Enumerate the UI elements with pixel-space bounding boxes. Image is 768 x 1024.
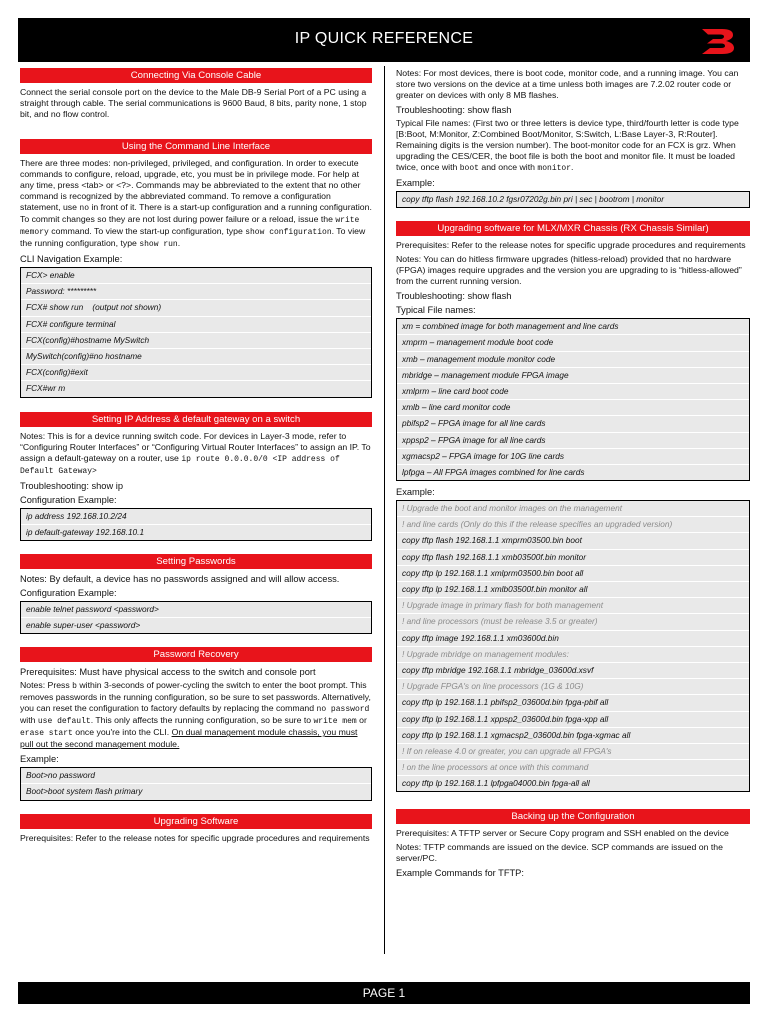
- file-name-line: xm = combined image for both management and line cards: [397, 319, 749, 335]
- backup-notes: Notes: TFTP commands are issued on the device. SCP commands are issued on the server/PC.: [396, 842, 723, 864]
- section-heading-ip: Setting IP Address & default gateway on a switch: [20, 412, 372, 427]
- comment-line: ! Upgrade the boot and monitor images on the management: [397, 501, 749, 517]
- file-name-line: xppsp2 – FPGA image for all line cards: [397, 433, 749, 449]
- passwords-config-label: Configuration Example:: [20, 587, 117, 598]
- code-line: copy tftp flash 192.168.10.2 fgsr07202g.bin pri | sec | bootrom | monitor: [402, 194, 664, 204]
- ip-notes: Notes: This is for a device running switch code. For devices in Layer-3 mode, refer to “Configuring Router Interfaces” or “Configuring Virtual Router Interfaces” to assign an IP. To assign a default-gateway on a router, use ip route 0.0.0.0/0 <IP address of Default Gateway>: [20, 430, 371, 476]
- mlx-files-label: Typical File names:: [396, 305, 476, 316]
- ip-troubleshooting: Troubleshooting: show ip: [20, 480, 124, 491]
- code-line: enable super-user <password>: [26, 620, 141, 631]
- section-heading-mlx: Upgrading software for MLX/MXR Chassis (RX Chassis Similar): [396, 221, 750, 236]
- section-heading-upgrade: Upgrading Software: [20, 814, 372, 829]
- passwords-notes: Notes: By default, a device has no passwords assigned and will allow access.: [20, 573, 340, 584]
- code-line: copy tftp lp 192.168.1.1 pbifsp2_03600d.bin fpga-pbif all: [397, 695, 749, 711]
- code-line: copy tftp mbridge 192.168.1.1 mbridge_03600d.xsvf: [397, 663, 749, 679]
- comment-line: ! Upgrade FPGA's on line processors (1G & 10G): [397, 679, 749, 695]
- backup-prereq: Prerequisites: A TFTP server or Secure Copy program and SSH enabled on the device: [396, 828, 729, 839]
- section-heading-passwords: Setting Passwords: [20, 554, 372, 569]
- section-heading-recovery: Password Recovery: [20, 647, 372, 662]
- header-bar: [18, 18, 750, 62]
- passwords-config-box: [20, 601, 372, 634]
- code-line: FCX> enable: [21, 268, 371, 284]
- ip-config-label: Configuration Example:: [20, 494, 117, 505]
- code-line: MySwitch(config)#no hostname: [21, 349, 371, 365]
- code-line: copy tftp flash 192.168.1.1 xmb03500f.bin monitor: [397, 550, 749, 566]
- right-column: [396, 68, 750, 881]
- code-line: Boot>no password: [21, 768, 371, 784]
- upgrade-example-label: Example:: [396, 178, 435, 188]
- mlx-prereq: Prerequisites: Refer to the release notes for specific upgrade procedures and requirements: [396, 240, 746, 251]
- file-name-line: xmb – management module monitor code: [397, 352, 749, 368]
- page-title: IP QUICK REFERENCE: [294, 30, 474, 47]
- file-name-line: xmprm – management module boot code: [397, 335, 749, 351]
- code-line: copy tftp image 192.168.1.1 xm03600d.bin: [397, 631, 749, 647]
- comment-line: ! Upgrade mbridge on management modules:: [397, 647, 749, 663]
- mlx-files-box: [396, 318, 750, 481]
- mlx-troubleshooting: Troubleshooting: show flash: [396, 291, 512, 302]
- ip-config-box: [20, 508, 372, 541]
- code-line: FCX(config)#hostname MySwitch: [21, 333, 371, 349]
- brocade-logo-icon: [700, 26, 736, 56]
- code-line: Boot>boot system flash primary: [26, 786, 143, 797]
- code-line: ip address 192.168.10.2/24: [21, 509, 371, 525]
- code-line: FCX(config)#exit: [21, 365, 371, 381]
- upgrade-file-names: Typical File names: (First two or three letters is device type, third/fourth letter is code type [B:Boot, M:Monitor, Z:Combined Boot/Monitor, S:Switch, L:Base Layer-3, R:Router]. Remaining digits is the version number). The boot-monitor code for an FCX is grz. When upgrading the CES/CER, the boot file is both the boot and monitor file. It must be loaded twice, once with boot and once with monitor.: [396, 118, 739, 173]
- code-line: copy tftp lp 192.168.1.1 xppsp2_03600d.bin fpga-xpp all: [397, 712, 749, 728]
- section-heading-cli: Using the Command Line Interface: [20, 139, 372, 154]
- recovery-notes: Notes: Press b within 3-seconds of power-cycling the switch to enter the boot prompt. This removes passwords in the running configuration, so be sure to set passwords. Alternatively, you can reset the configuration to factory defaults by replacing the command no password with use default. This only affects the running configuration, so be sure to write mem or erase start once you're into the CLI. On dual management module chassis, you must pull out the second management module.: [20, 680, 371, 750]
- file-name-line: xgmacsp2 – FPGA image for 10G line cards: [397, 449, 749, 465]
- code-line: FCX# show run (output not shown): [21, 300, 371, 316]
- column-divider: [384, 66, 385, 954]
- code-line: copy tftp lp 192.168.1.1 lpfpga04000.bin fpga-all all: [402, 778, 590, 789]
- file-name-line: mbridge – management module FPGA image: [397, 368, 749, 384]
- code-line: ip default-gateway 192.168.10.1: [26, 526, 145, 537]
- mlx-example-label: Example:: [396, 487, 435, 498]
- upgrade-notes: Notes: For most devices, there is boot code, monitor code, and a running image. You can store two versions on the device at a time unless both images are 7.2.02 router code or greater on devices with only 8 MB flashes.: [396, 68, 739, 100]
- console-body: Connect the serial console port on the device to the Male DB-9 Serial Port of a PC using a straight through cable. The serial communications is 9600 Baud, 8 bits, parity none, 1 stop bit, and no flow control.: [20, 87, 367, 119]
- comment-line: ! If on release 4.0 or greater, you can upgrade all FPGA's: [397, 744, 749, 760]
- section-heading-backup: Backing up the Configuration: [396, 809, 750, 824]
- footer-bar: [18, 982, 750, 1004]
- code-line: FCX# configure terminal: [21, 317, 371, 333]
- mlx-example-box: [396, 500, 750, 792]
- cli-body: There are three modes: non-privileged, privileged, and configuration. In order to execute commands to configure, reload, upgrade, etc, you must be in privilege mode. For help at any time, press <tab> or <?>. Commands may be abbreviated to the extent that no other command is recognized by the abbreviated command. To remove a configuration statement, use no in front of it. There is a start-up configuration and a running configuration. To commit changes so they are not lost during power failure or a reload, issue the write memory command. To view the start-up configuration, type show configuration. To view the running configuration, type show run.: [20, 158, 372, 249]
- file-name-line: xmlb – line card monitor code: [397, 400, 749, 416]
- file-name-line: pbifsp2 – FPGA image for all line cards: [397, 416, 749, 432]
- left-column: [20, 68, 372, 847]
- cli-nav-label: CLI Navigation Example:: [20, 254, 123, 264]
- upgrade-troubleshooting: Troubleshooting: show flash: [396, 105, 512, 115]
- comment-line: ! and line cards (Only do this if the release specifies an upgraded version): [397, 517, 749, 533]
- section-heading-console: Connecting Via Console Cable: [20, 68, 372, 83]
- file-name-line: xmlprm – line card boot code: [397, 384, 749, 400]
- code-line: copy tftp lp 192.168.1.1 xmlb03500f.bin monitor all: [397, 582, 749, 598]
- page-number: PAGE 1: [362, 986, 406, 1000]
- code-line: Password: *********: [21, 284, 371, 300]
- recovery-example-box: [20, 767, 372, 800]
- code-line: copy tftp lp 192.168.1.1 xgmacsp2_03600d.bin fpga-xgmac all: [397, 728, 749, 744]
- code-line: enable telnet password <password>: [21, 602, 371, 618]
- code-line: copy tftp lp 192.168.1.1 xmlprm03500.bin boot all: [397, 566, 749, 582]
- upgrade-example-box: [396, 191, 750, 208]
- file-name-line: lpfpga – All FPGA images combined for line cards: [402, 466, 585, 477]
- comment-line: ! on the line processors at once with this command: [397, 760, 749, 776]
- comment-line: ! and line processors (must be release 3.5 or greater): [397, 614, 749, 630]
- comment-line: ! Upgrade image in primary flash for both management: [397, 598, 749, 614]
- mlx-notes: Notes: You can do hitless firmware upgrades (hitless-reload) provided that no hardware (FPGA) images require upgrades and the version you are upgrading to is “hitless-allowed” from the current running version.: [396, 254, 742, 287]
- cli-nav-example-box: [20, 267, 372, 398]
- backup-example-label: Example Commands for TFTP:: [396, 868, 524, 879]
- code-line: FCX#wr m: [26, 383, 66, 394]
- code-line: copy tftp flash 192.168.1.1 xmprm03500.bin boot: [397, 533, 749, 549]
- upgrade-prereq: Prerequisites: Refer to the release notes for specific upgrade procedures and requirements: [20, 832, 370, 843]
- recovery-prereq: Prerequisites: Must have physical access to the switch and console port: [20, 667, 316, 678]
- recovery-example-label: Example:: [20, 754, 59, 765]
